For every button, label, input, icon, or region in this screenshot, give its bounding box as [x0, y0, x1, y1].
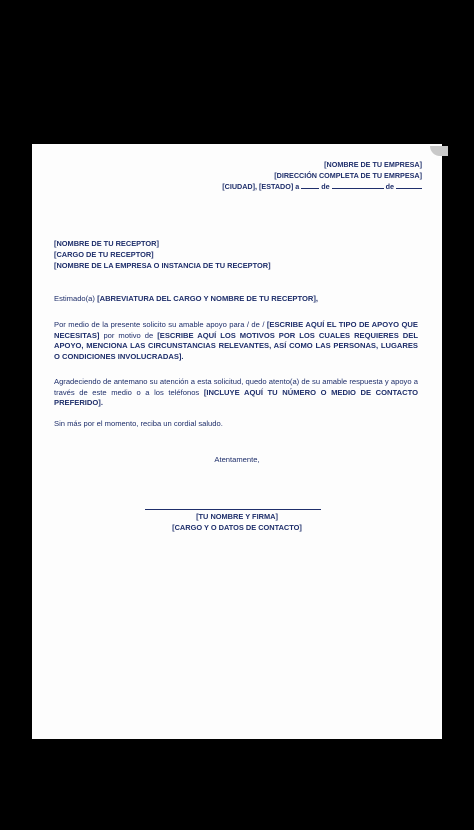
recipient-company: [NOMBRE DE LA EMPRESA O INSTANCIA DE TU RECEPTOR] — [54, 261, 271, 270]
date-de-2: de — [385, 182, 394, 192]
recipient-block — [54, 238, 271, 271]
page-corner-icon — [430, 146, 448, 156]
p1-text-1: Por medio de la presente solicito su amable apoyo para / de / — [54, 320, 265, 329]
salutation-placeholder: [ABREVIATURA DEL CARGO Y NOMBRE DE TU RECEPTOR], — [97, 294, 318, 303]
year-blank — [396, 181, 422, 189]
sender-city-state: [CIUDAD], [ESTADO] a — [222, 182, 300, 192]
farewell: Atentamente, — [214, 455, 260, 464]
salutation-prefix: Estimado(a) — [54, 294, 95, 303]
signature-name: [TU NOMBRE Y FIRMA] — [196, 512, 278, 521]
sender-date-line — [222, 181, 422, 193]
closing-line: Sin más por el momento, reciba un cordial saludo. — [54, 419, 223, 428]
letter-page — [32, 144, 442, 739]
salutation — [54, 294, 424, 305]
date-de-1: de — [321, 182, 330, 192]
sender-address: [DIRECCIÓN COMPLETA DE TU EMRPESA] — [274, 170, 422, 180]
signature-contact: [CARGO Y O DATOS DE CONTACTO] — [172, 523, 302, 532]
p1-text-2: por motivo de — [103, 330, 154, 340]
day-blank — [301, 181, 319, 189]
body-paragraph-2 — [54, 377, 418, 409]
p1-bold-1: [ESCRIBE AQUÍ EL TIPO DE APOYO QUE NECESITAS] — [54, 320, 418, 340]
p2-bold-1: [INCLUYE AQUÍ TU NÚMERO O MEDIO DE CONTACTO PREFERIDO]. — [54, 387, 418, 408]
sender-company: [NOMBRE DE TU EMPRESA] — [324, 160, 422, 169]
recipient-name: [NOMBRE DE TU RECEPTOR] — [54, 239, 159, 248]
sender-block — [222, 160, 422, 193]
p1-bold-2: [ESCRIBE AQUÍ LOS MOTIVOS POR LOS CUALES REQUIERES DEL APOYO, MENCIONA LAS CIRCUNSTANCIAS RELEVANTES, ASÍ COMO LAS PERSONAS, LUGARES O CONDICIONES INVOLUCRADAS]. — [54, 330, 418, 361]
month-blank — [332, 181, 384, 189]
recipient-position: [CARGO DE TU RECEPTOR] — [54, 250, 154, 259]
signature-block — [32, 511, 442, 533]
p2-text-1: Agradeciendo de antemano su atención a esta solicitud, quedo atento(a) de su amable respuesta y apoyo a través de este medio o a los teléfonos — [54, 377, 418, 397]
body-paragraph-1 — [54, 320, 418, 362]
signature-line — [145, 509, 321, 510]
